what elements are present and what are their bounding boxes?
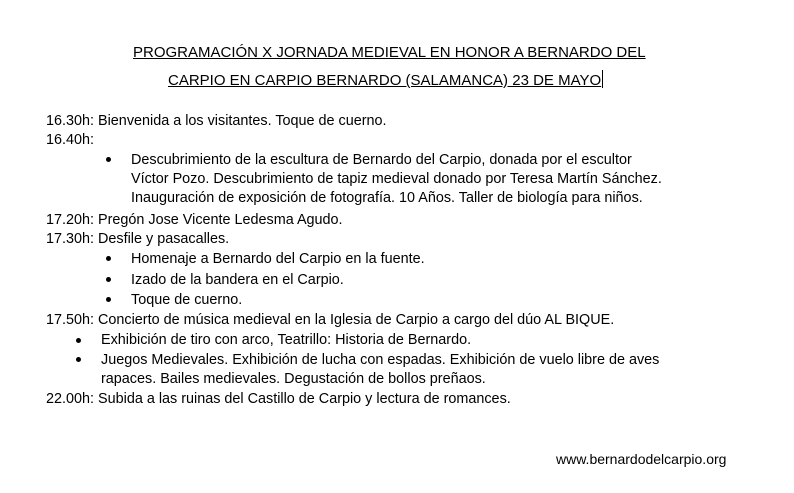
title-line-2-text: CARPIO EN CARPIO BERNARDO (SALAMANCA) 23 DE MAYO — [168, 72, 602, 89]
bullet-item-tiro-con-arco: Exhibición de tiro con arco, Teatrillo: Historia de Bernardo. — [101, 332, 472, 348]
bullet-item-escultura: Descubrimiento de la escultura de Bernardo del Carpio, donada por el escultor — [131, 152, 632, 168]
schedule-entry-1730: 17.30h: Desfile y pasacalles. — [46, 231, 230, 247]
schedule-entry-1720: 17.20h: Pregón Jose Vicente Ledesma Agudo. — [46, 212, 343, 228]
bullet-icon — [106, 256, 111, 261]
schedule-entry-1630: 16.30h: Bienvenida a los visitantes. Toque de cuerno. — [46, 113, 387, 129]
schedule-entry-2200: 22.00h: Subida a las ruinas del Castillo de Carpio y lectura de romances. — [46, 391, 511, 407]
bullet-item-toque: Toque de cuerno. — [131, 292, 243, 308]
bullet-item-izado: Izado de la bandera en el Carpio. — [131, 272, 344, 288]
schedule-entry-1750: 17.50h: Concierto de música medieval en la Iglesia de Carpio a cargo del dúo AL BIQUE. — [46, 312, 615, 328]
bullet-item-juegos-cont: rapaces. Bailes medievales. Degustación de bollos preñaos. — [101, 371, 486, 387]
bullet-icon — [106, 157, 111, 162]
schedule-entry-1640: 16.40h: — [46, 132, 95, 148]
bullet-icon — [76, 338, 81, 343]
title-line-2 — [168, 70, 603, 90]
bullet-icon — [106, 277, 111, 282]
bullet-icon — [106, 297, 111, 302]
bullet-item-escultura-cont-2: Inauguración de exposición de fotografía. 10 Años. Taller de biología para niños. — [131, 190, 643, 206]
bullet-item-escultura-cont-1: Víctor Pozo. Descubrimiento de tapiz medieval donado por Teresa Martín Sánchez. — [131, 171, 662, 187]
bullet-item-juegos: Juegos Medievales. Exhibición de lucha con espadas. Exhibición de vuelo libre de aves — [101, 352, 660, 368]
bullet-icon — [76, 357, 81, 362]
website-link[interactable]: www.bernardodelcarpio.org — [556, 451, 727, 467]
text-cursor — [602, 70, 603, 88]
title-line-1: PROGRAMACIÓN X JORNADA MEDIEVAL EN HONOR A BERNARDO DEL — [133, 44, 646, 61]
bullet-item-homenaje: Homenaje a Bernardo del Carpio en la fuente. — [131, 251, 425, 267]
